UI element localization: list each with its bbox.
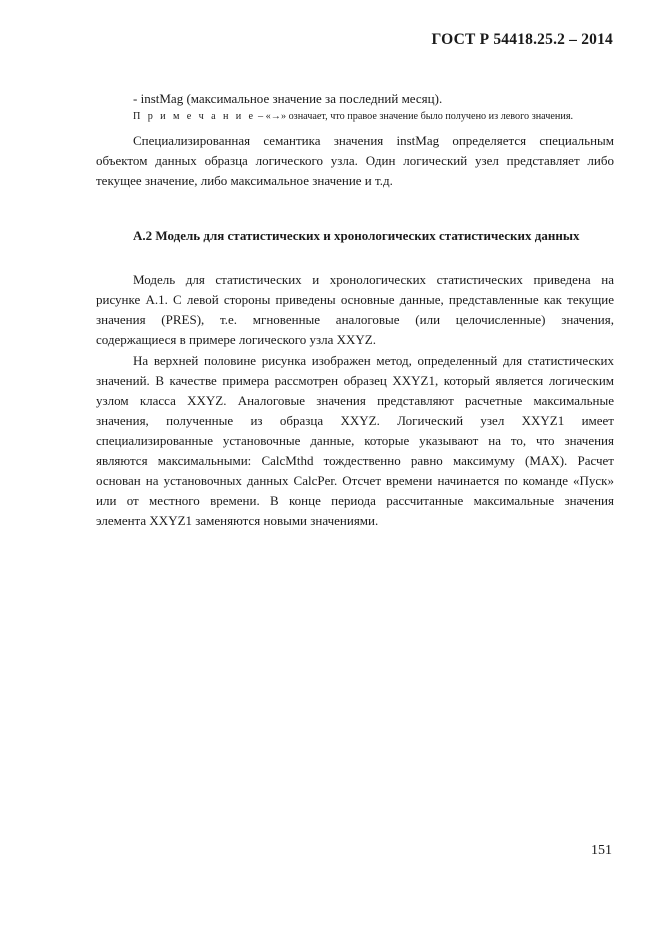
paragraph-line: рисунке А.1. С левой стороны приведены основные данные, представленные как текущие — [96, 292, 614, 307]
paragraph-3 — [96, 351, 614, 531]
paragraph-2 — [96, 270, 614, 350]
note-label: П р и м е ч а н и е — [133, 111, 256, 122]
paragraph-line: содержащиеся в примере логического узла XXYZ. — [96, 332, 377, 347]
paragraph-1 — [96, 131, 614, 191]
paragraph-line: основан на установочных данных CalcPer. Отсчет времени начинается по команде «Пуск» — [96, 473, 614, 488]
paragraph-line: значения, полученные из образца XXYZ. Логический узел XXYZ1 имеет — [96, 413, 614, 428]
section-heading: А.2 Модель для статистических и хронологических статистических данных — [133, 228, 580, 243]
page-header: ГОСТ Р 54418.25.2 – 2014 — [431, 31, 613, 48]
paragraph-line: текущее значение, либо максимальное значение и т.д. — [96, 173, 393, 188]
paragraph-line: узлом класса XXYZ. Аналоговые значения представляют расчетные максимальные — [96, 393, 614, 408]
paragraph-line: значения (PRES), т.е. мгновенные аналоговые (или целочисленные) значения, — [96, 312, 614, 327]
paragraph-line: значений. В качестве примера рассмотрен образец XXYZ1, который является логическим — [96, 373, 614, 388]
paragraph-line: элемента XXYZ1 заменяются новыми значениями. — [96, 513, 379, 528]
paragraph-line: объектом данных образца логического узла. Один логический узел представляет либо — [96, 153, 614, 168]
paragraph-line: или от местного времени. В конце периода рассчитанные максимальные значения — [96, 493, 614, 508]
page-number: 151 — [591, 843, 612, 858]
paragraph-line: На верхней половине рисунка изображен метод, определенный для статистических — [133, 353, 614, 368]
paragraph-line: Модель для статистических и хронологических статистических приведена на — [133, 272, 614, 287]
note-text: – «→» означает, что правое значение было получено из левого значения. — [255, 111, 574, 122]
paragraph-line: специализированные установочные данные, которые указывают на то, что значения — [96, 433, 614, 448]
paragraph-line: Специализированная семантика значения instMag определяется специальным — [133, 133, 614, 148]
note — [133, 111, 573, 122]
paragraph-line: являются максимальными: CalcMthd тождественно равно максимуму (MAX). Расчет — [96, 453, 614, 468]
list-item-instmag: - instMag (максимальное значение за последний месяц). — [133, 91, 443, 106]
